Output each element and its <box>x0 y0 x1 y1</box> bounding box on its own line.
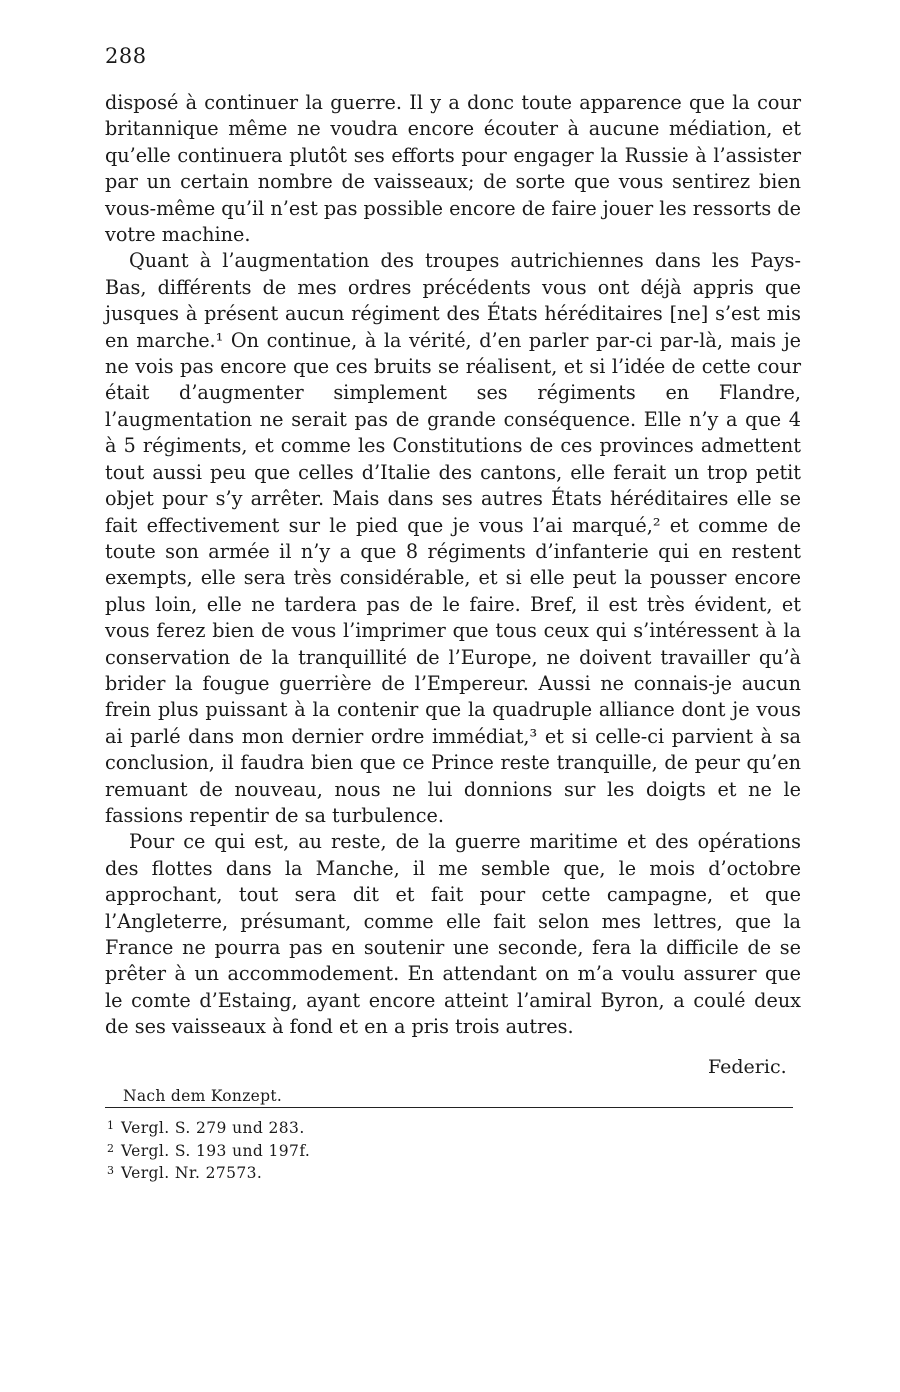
footnotes <box>107 1116 310 1184</box>
footnote-text: Vergl. S. 279 und 283. <box>121 1119 305 1137</box>
paragraph: Quant à l’augmentation des troupes autrichiennes dans les Pays-Bas, différents de mes ordres précédents vous ont déjà appris que jusques à présent aucun régiment des États héréditaires [ne] s’est mis en marche.¹ On continue, à la vérité, d’en parler par-ci par-là, mais je ne vois pas encore que ces bruits se réalisent, et si l’idée de cette cour était d’augmenter simplement ses régiments en Flandre, l’augmentation ne serait pas de grande conséquence. Elle n’y a que 4 à 5 régiments, et comme les Constitutions de ces provinces admettent tout aussi peu que celles d’Italie des cantons, elle ferait un trop petit objet pour s’y arrêter. Mais dans ses autres États héréditaires elle se fait effectivement sur le pied que je vous l’ai marqué,² et comme de toute son armée il n’y a que 8 régiments d’infanterie qui en restent exempts, elle sera très considérable, et si elle peut la pousser encore plus loin, elle ne tardera pas de le faire. Bref, il est très évident, et vous ferez bien de vous l’imprimer que tous ceux qui s’intéressent à la conservation de la tranquillité de l’Europe, ne doivent travailler qu’à brider la fougue guerrière de l’Empereur. Aussi ne connais-je aucun frein plus puissant à la contenir que la quadruple alliance dont je vous ai parlé dans mon dernier ordre immédiat,³ et si celle-ci parvient à sa conclusion, il faudra bien que ce Prince reste tranquille, de peur qu’en remuant de nouveau, nous ne lui donnions sur les doigts et ne le fassions repentir de sa turbulence. <box>105 249 801 827</box>
footnote-text: Vergl. S. 193 und 197f. <box>121 1141 311 1160</box>
footnote-marker: 2 <box>107 1141 115 1155</box>
footnote-divider <box>105 1107 793 1108</box>
footnote <box>107 1139 310 1162</box>
footnote <box>107 1116 310 1139</box>
footnote <box>107 1161 310 1184</box>
signature: Federic. <box>708 1056 787 1078</box>
footnote-marker: 1 <box>107 1119 115 1132</box>
page-number: 288 <box>105 44 147 68</box>
paragraph: Pour ce qui est, au reste, de la guerre maritime et des opérations des flottes dans la Manche, il me semble que, le mois d’octobre approchant, tout sera dit et fait pour cette campagne, et que l’Angleterre, présumant, comme elle fait selon mes lettres, que la France ne pourra pas en soutenir une seconde, fera la difficile de se prêter à un accommodement. En attendant on m’a voulu assurer que le comte d’Estaing, ayant encore atteint l’amiral Byron, a coulé deux de ses vaisseaux à fond et en a pris trois autres. <box>105 830 801 1039</box>
source-note: Nach dem Konzept. <box>123 1087 283 1105</box>
footnote-text: Vergl. Nr. 27573. <box>121 1164 263 1182</box>
paragraph: disposé à continuer la guerre. Il y a donc toute apparence que la cour britannique même ne voudra encore écouter à aucune médiation, et qu’elle continuera plutôt ses efforts pour engager la Russie à l’assister par un certain nombre de vaisseaux; de sorte que vous sentirez bien vous-même qu’il n’est pas possible encore de faire jouer les ressorts de votre machine. <box>105 91 801 247</box>
letter-body <box>105 90 801 1041</box>
footnote-marker: 3 <box>107 1164 115 1177</box>
